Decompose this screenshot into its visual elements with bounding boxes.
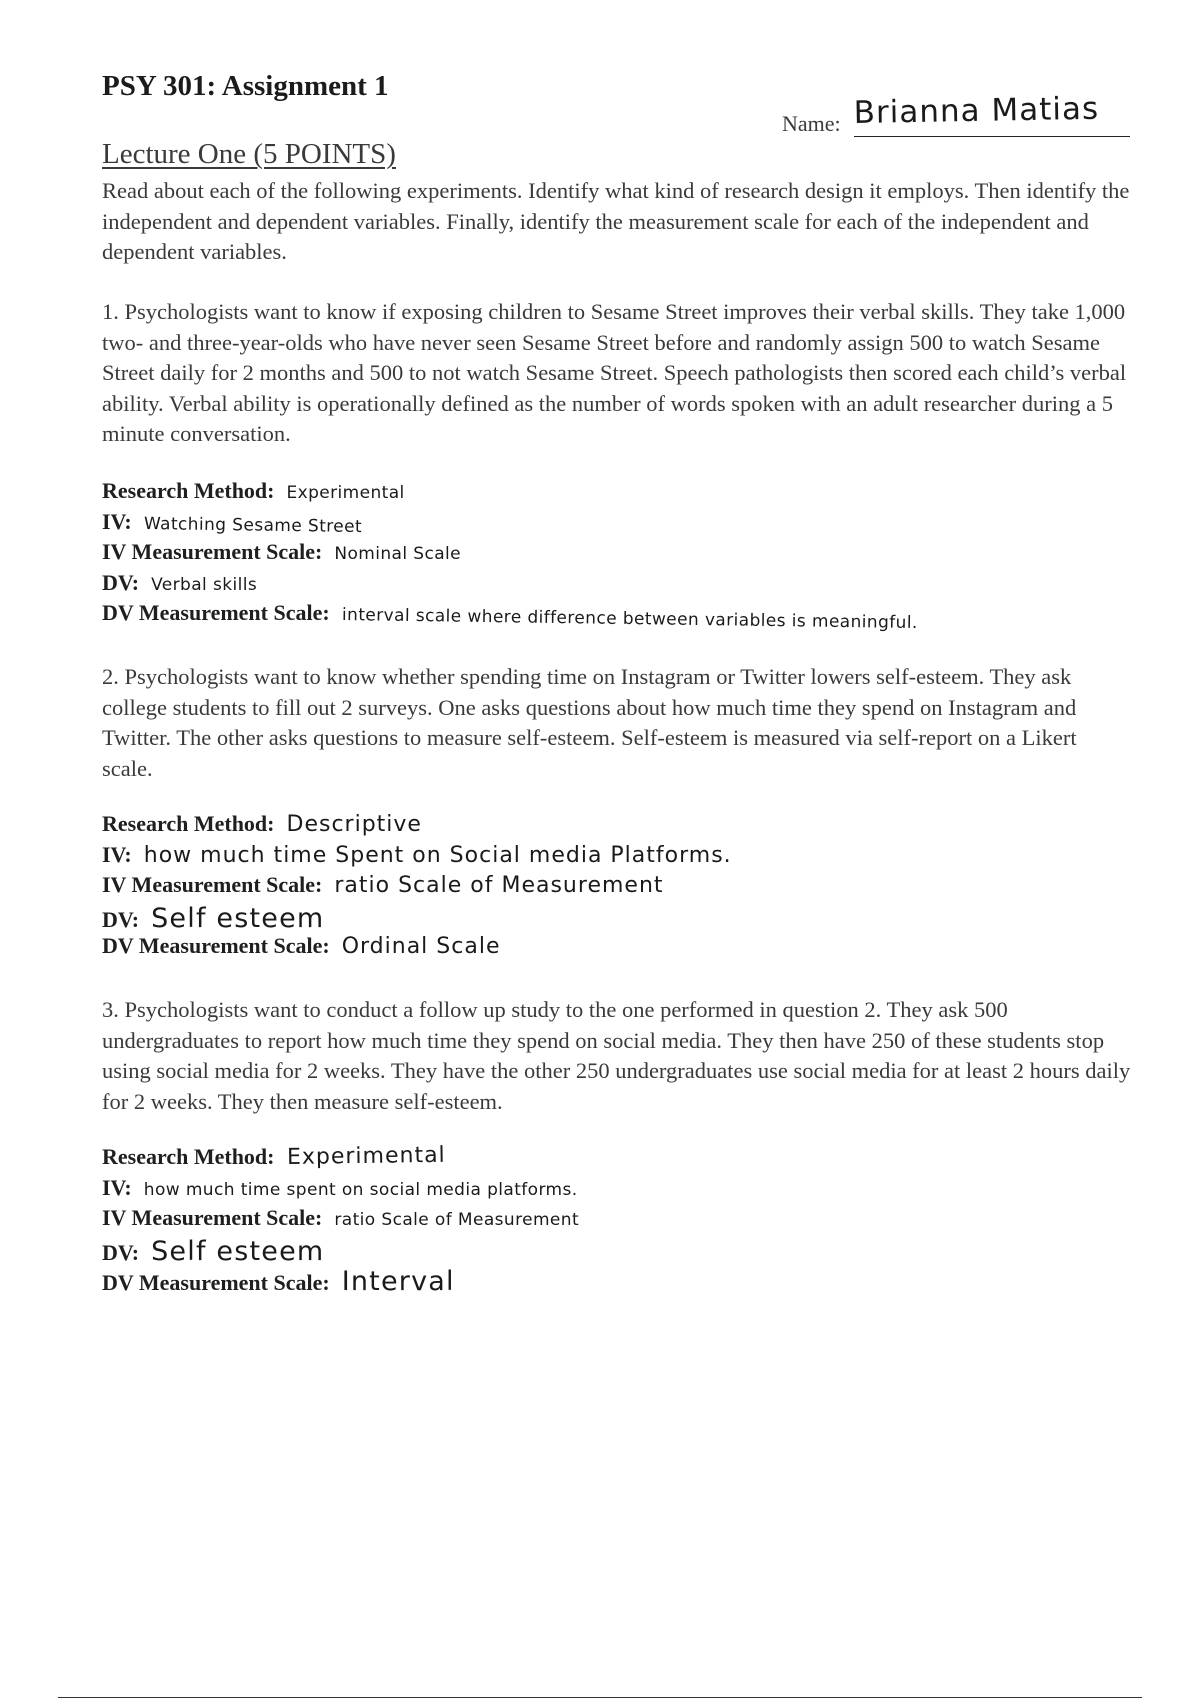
- q1-iv-answer: Watching Sesame Street: [143, 513, 362, 537]
- q1-iv-scale-row: [102, 539, 1142, 570]
- q1-dv-scale-answer: interval scale where difference between variables is meaningful.: [341, 605, 918, 634]
- q1-dv-answer: Verbal skills: [151, 574, 258, 595]
- q2-research-method-answer: Descriptive: [286, 812, 422, 837]
- dv-label: DV:: [102, 569, 140, 595]
- iv-scale-label: IV Measurement Scale:: [102, 1205, 323, 1230]
- q1-dv-scale-row: [102, 600, 1142, 634]
- q2-research-method-row: [102, 811, 1142, 842]
- q2-dv-answer: Self esteem: [151, 902, 325, 934]
- research-method-label: Research Method:: [102, 811, 275, 836]
- name-label: Name:: [782, 111, 841, 136]
- q3-dv-scale-row: [102, 1266, 1142, 1297]
- question-3-text: 3. Psychologists want to conduct a follow up study to the one performed in question 2. They ask 500 undergraduates to report how much time they spend on social media. They then have 250 of these students stop using social media for 2 weeks. They have the other 250 undergraduates use social media for at least 2 hours daily for 2 weeks. They then measure self-esteem.: [102, 997, 1131, 1114]
- research-method-label: Research Method:: [102, 478, 275, 503]
- name-underline: [854, 136, 1130, 137]
- q1-research-method-answer: Experimental: [286, 483, 405, 503]
- q2-iv-scale-row: [102, 872, 1142, 903]
- research-method-label: Research Method:: [102, 1144, 275, 1169]
- iv-label: IV:: [102, 1174, 132, 1200]
- q2-iv-answer: how much time Spent on Social media Platforms.: [143, 842, 732, 868]
- bottom-divider: [58, 1697, 1142, 1698]
- iv-label: IV:: [102, 841, 132, 867]
- q3-iv-scale-row: [102, 1205, 1142, 1236]
- q3-research-method-row: [102, 1144, 1142, 1175]
- q2-dv-scale-row: [102, 933, 1142, 964]
- q3-iv-row: [102, 1175, 1142, 1206]
- dv-scale-label: DV Measurement Scale:: [102, 1270, 330, 1295]
- dv-scale-label: DV Measurement Scale:: [102, 933, 330, 958]
- question-1-text: 1. Psychologists want to know if exposing children to Sesame Street improves their verbal skills. They take 1,000 two- and three-year-olds who have never seen Sesame Street before and randomly assign 500 to watch Sesame Street daily for 2 months and 500 to not watch Sesame Street. Speech pathologists then scored each child’s verbal ability. Verbal ability is operationally defined as the number of words spoken with an adult researcher during a 5 minute conversation.: [102, 299, 1127, 446]
- q2-iv-row: [102, 842, 1142, 873]
- section-heading: Lecture One (5 POINTS): [102, 138, 396, 170]
- page-title: PSY 301: Assignment 1: [102, 70, 389, 102]
- dv-scale-label: DV Measurement Scale:: [102, 600, 330, 625]
- question-1-answers: [102, 478, 1142, 634]
- q3-dv-row: [102, 1236, 1142, 1267]
- q3-dv-scale-answer: Interval: [341, 1266, 455, 1297]
- question-2-text: 2. Psychologists want to know whether spending time on Instagram or Twitter lowers self-esteem. They ask college students to fill out 2 surveys. One asks questions about how much time they spend on Instagram and Twitter. The other asks questions to measure self-esteem. Self-esteem is measured via self-report on a Likert scale.: [102, 664, 1077, 781]
- iv-scale-label: IV Measurement Scale:: [102, 872, 323, 897]
- iv-scale-label: IV Measurement Scale:: [102, 539, 323, 564]
- q3-research-method-answer: Experimental: [286, 1142, 446, 1170]
- q3-iv-scale-answer: ratio Scale of Measurement: [334, 1210, 580, 1230]
- instructions-paragraph: Read about each of the following experiments. Identify what kind of research design it employs. Then identify the independent and dependent variables. Finally, identify the measurement scale for each of the independent and dependent variables.: [102, 178, 1130, 264]
- q3-dv-answer: Self esteem: [151, 1235, 325, 1267]
- student-name-handwritten: Brianna Matias: [853, 90, 1100, 131]
- q2-dv-scale-answer: Ordinal Scale: [341, 934, 501, 959]
- q1-dv-row: [102, 570, 1142, 601]
- iv-label: IV:: [102, 508, 132, 534]
- dv-label: DV:: [102, 906, 140, 932]
- question-2-answers: [102, 811, 1142, 964]
- dv-label: DV:: [102, 1239, 140, 1265]
- question-3-answers: [102, 1144, 1142, 1297]
- q1-research-method-row: [102, 478, 1142, 509]
- name-field: [782, 90, 1130, 140]
- q3-iv-answer: how much time spent on social media platforms.: [143, 1179, 578, 1200]
- q1-iv-scale-answer: Nominal Scale: [334, 544, 462, 564]
- q1-iv-row: [102, 509, 1142, 540]
- q2-dv-row: [102, 903, 1142, 934]
- q2-iv-scale-answer: ratio Scale of Measurement: [334, 873, 664, 898]
